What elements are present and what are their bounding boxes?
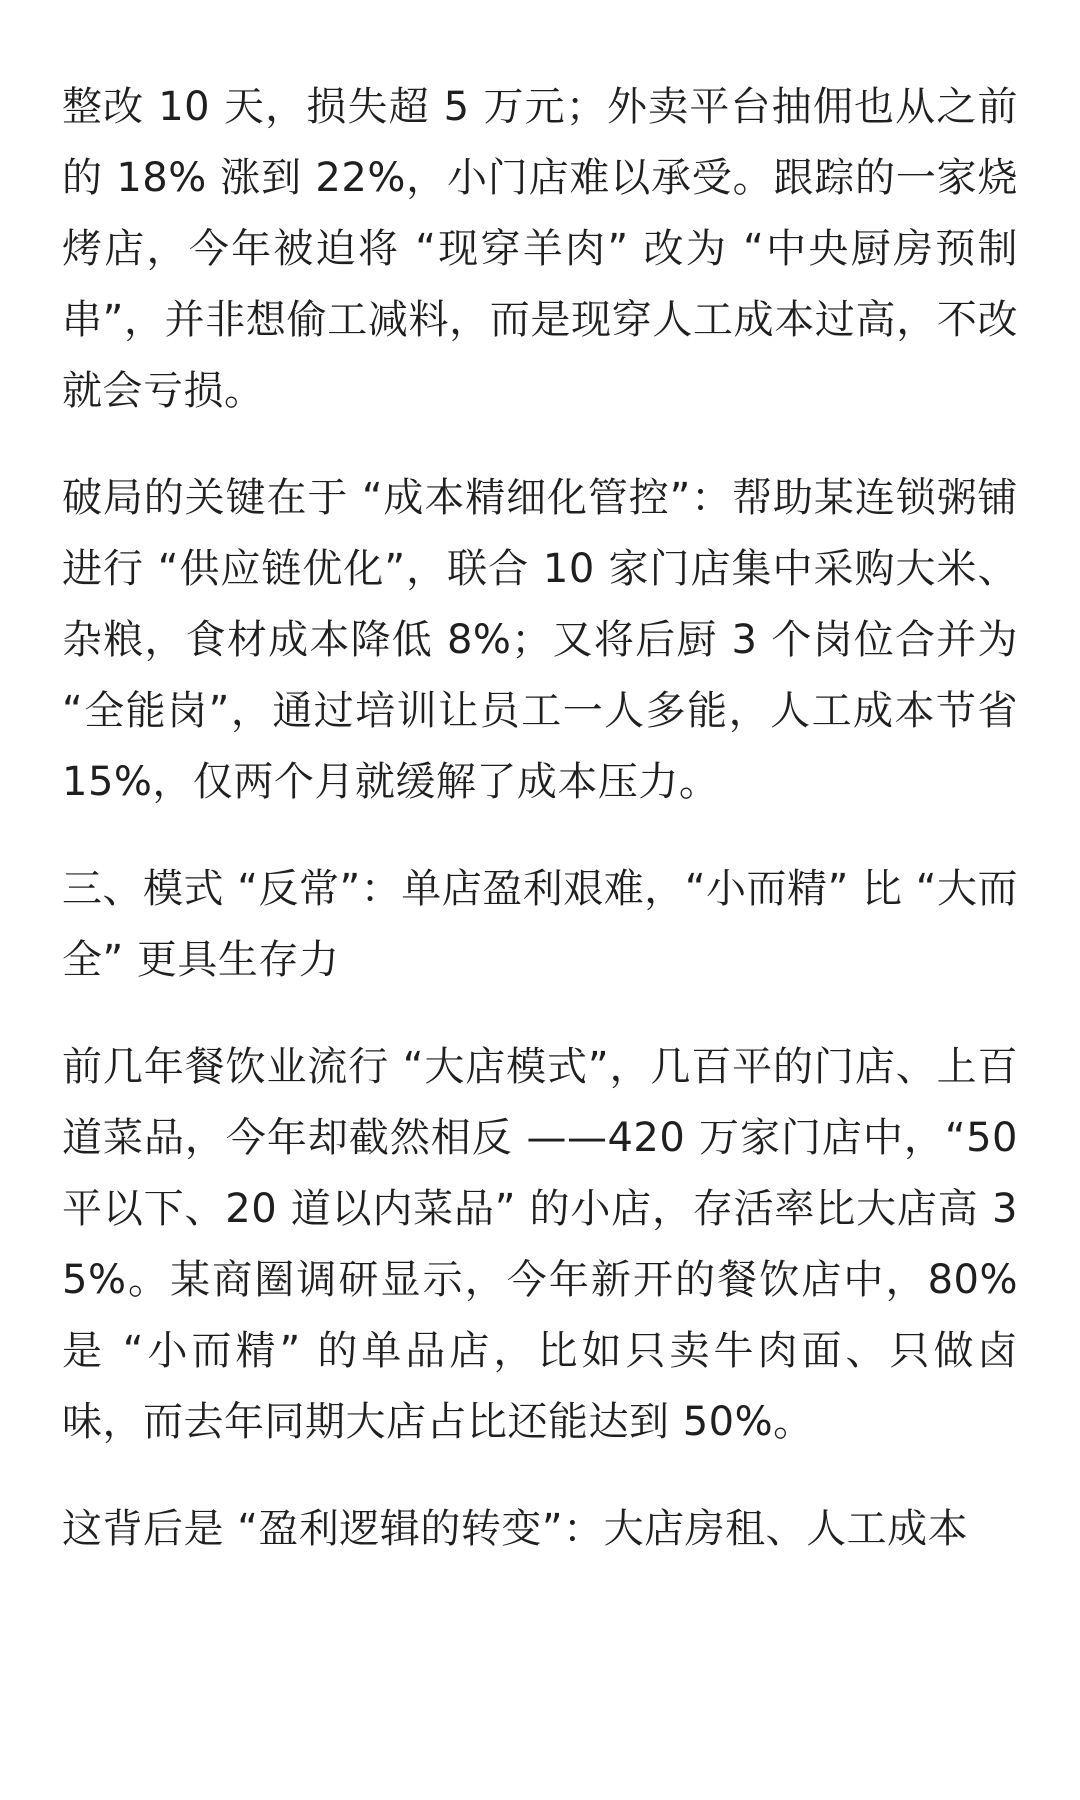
article-body xyxy=(62,72,1018,1565)
paragraph-gap xyxy=(62,1458,1018,1494)
paragraph-gap xyxy=(62,427,1018,463)
paragraph-cost-control: 破局的关键在于 “成本精细化管控”：帮助某连锁粥铺进行 “供应链优化”，联合 10 家门店集中采购大米、杂粮，食材成本降低 8%；又将后厨 3 个岗位合并为 “全能岗”，通过培训让员工一人多能，人工成本节省 15%，仅两个月就缓解了成本压力。 xyxy=(62,475,1018,805)
section-heading: 三、模式 “反常”：单店盈利艰难，“小而精” 比 “大而全” 更具生存力 xyxy=(62,866,1018,983)
paragraph-cost-pressure: 整改 10 天，损失超 5 万元；外卖平台抽佣也从之前的 18% 涨到 22%，小门店难以承受。跟踪的一家烧烤店，今年被迫将 “现穿羊肉” 改为 “中央厨房预制串”，并非想偷工减料，而是现穿人工成本过高，不改就会亏损。 xyxy=(62,84,1018,414)
paragraph-small-stores: 前几年餐饮业流行 “大店模式”，几百平的门店、上百道菜品，今年却截然相反 ——420 万家门店中，“50 平以下、20 道以内菜品” 的小店，存活率比大店高 35%。某商圈调研显示，今年新开的餐饮店中，80% 是 “小而精” 的单品店，比如只卖牛肉面、只做卤味，而去年同期大店占比还能达到 50%。 xyxy=(62,1044,1018,1445)
paragraph-gap xyxy=(62,996,1018,1032)
paragraph-profit-logic: 这背后是 “盈利逻辑的转变”：大店房租、人工成本 xyxy=(62,1506,969,1552)
paragraph-gap xyxy=(62,818,1018,854)
